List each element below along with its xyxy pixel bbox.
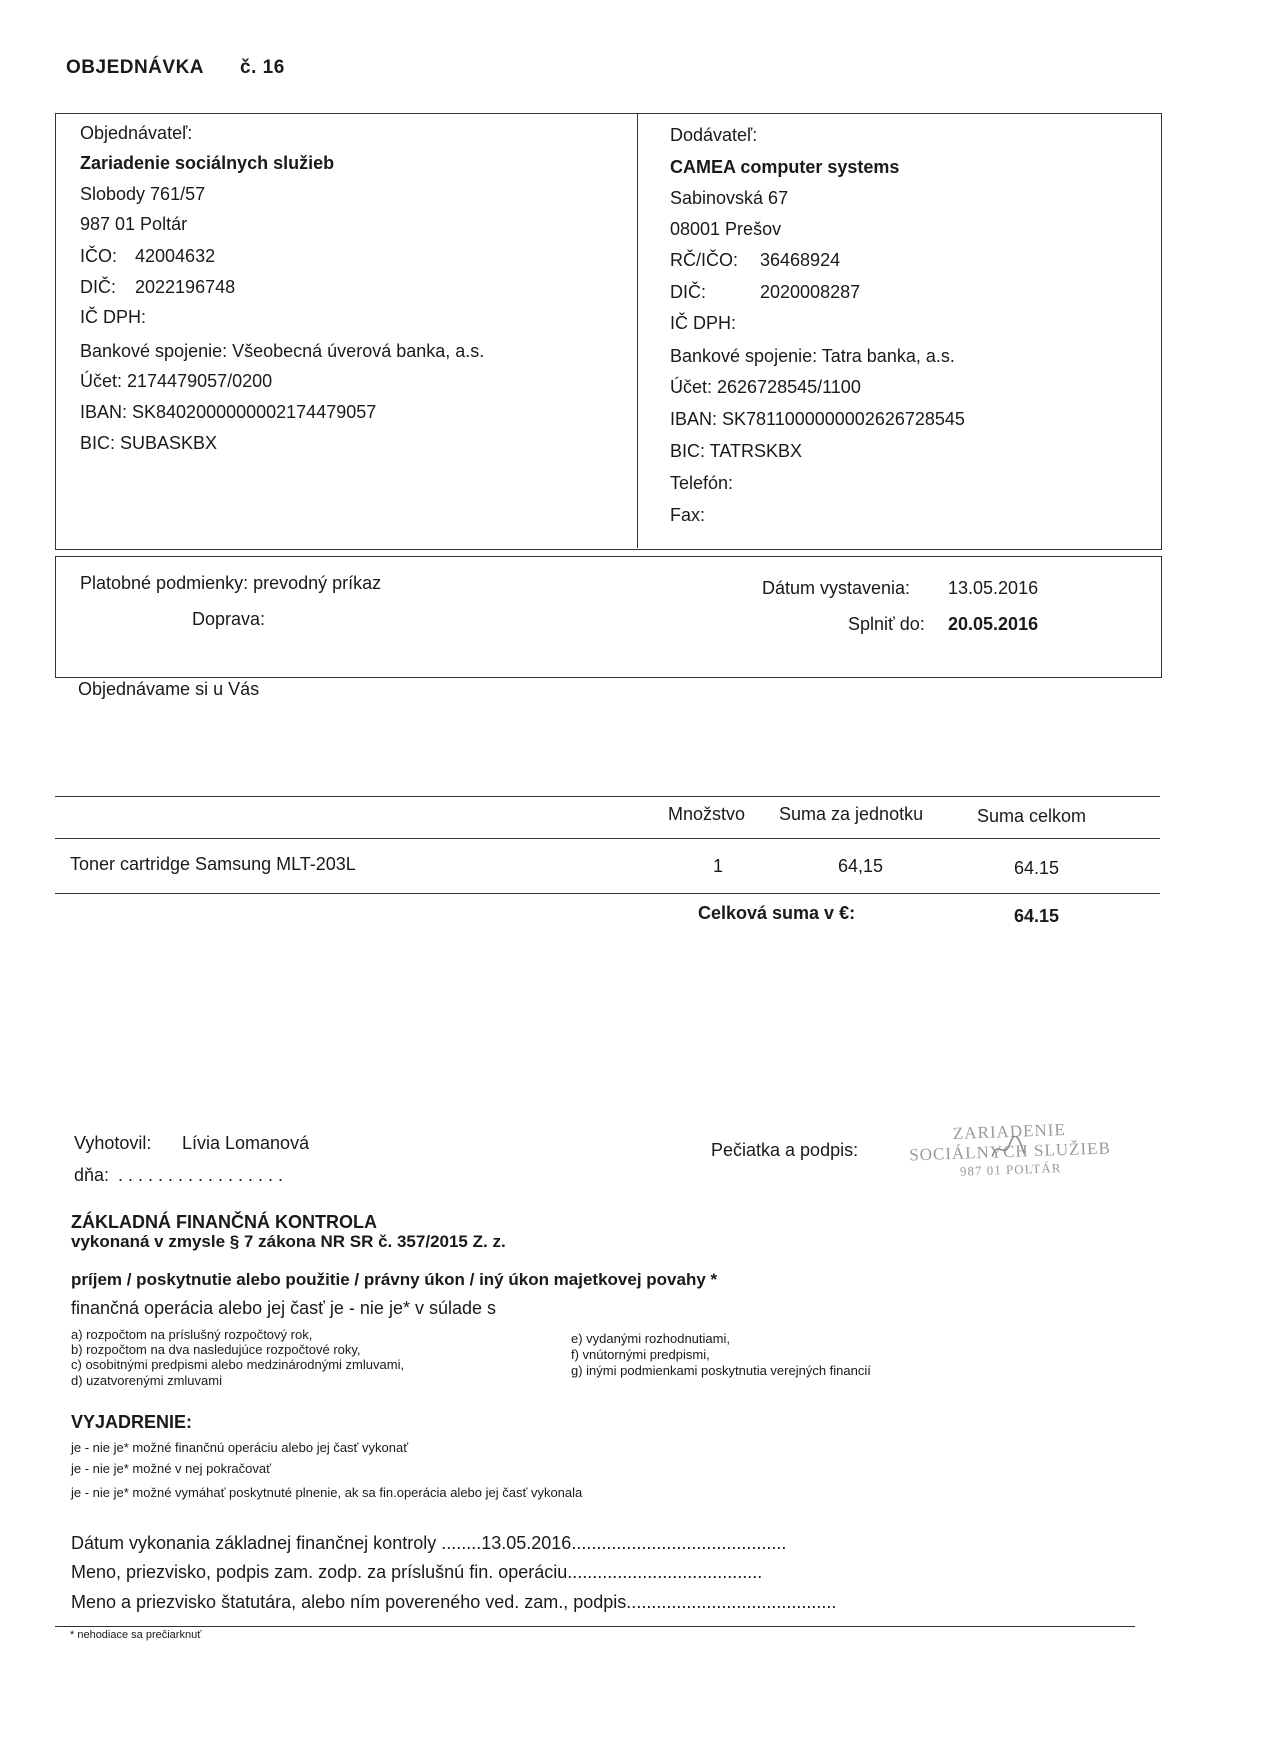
- control-date-line: [71, 1533, 786, 1554]
- supplier-dic: 2020008287: [760, 282, 861, 302]
- parties-divider: [637, 113, 638, 548]
- orderer-dic-label: DIČ:: [80, 277, 116, 297]
- control-left-item: b) rozpočtom na dva nasledujúce rozpočtové roky,: [71, 1342, 361, 1357]
- orderer-iban: IBAN: SK8402000000002174479057: [80, 402, 377, 422]
- grand-total-value: 64.15: [1014, 906, 1060, 926]
- supplier-label: Dodávateľ:: [670, 125, 758, 145]
- table-top-rule: [55, 796, 1160, 797]
- statutory-line: Meno a priezvisko štatutára, alebo ním povereného ved. zam., podpis..........................................: [71, 1592, 837, 1612]
- supplier-ico: 36468924: [760, 250, 841, 270]
- due-date-label: Splniť do:: [848, 614, 925, 634]
- stamp-line-1: ZARIADENIE: [952, 1120, 1067, 1143]
- prepared-by-name: Lívia Lomanová: [182, 1133, 310, 1153]
- control-left-item: d) uzatvorenými zmluvami: [71, 1373, 222, 1388]
- stamp-line-2: SOCIÁLNYCH SLUŽIEB: [908, 1138, 1112, 1165]
- supplier-name: CAMEA computer systems: [670, 157, 900, 177]
- orderer-dic: 2022196748: [135, 277, 236, 297]
- control-right-item: e) vydanými rozhodnutiami,: [571, 1331, 730, 1346]
- control-title: ZÁKLADNÁ FINANČNÁ KONTROLA: [71, 1212, 377, 1232]
- column-header-quantity: Množstvo: [668, 804, 746, 824]
- control-date-tail: ...........................................: [571, 1533, 787, 1553]
- stamp-signature-label: Pečiatka a podpis:: [711, 1140, 859, 1160]
- item-description: Toner cartridge Samsung MLT-203L: [70, 854, 356, 874]
- supplier-icdph-label: IČ DPH:: [670, 313, 737, 333]
- order-number: č. 16: [240, 57, 285, 78]
- footnote-rule: [55, 1626, 1135, 1627]
- orderer-ico-label: IČO:: [80, 246, 118, 266]
- signature-scribble-icon: [988, 1135, 1029, 1162]
- orderer-label: Objednávateľ:: [80, 123, 193, 143]
- transport-label: Doprava:: [192, 609, 266, 629]
- column-header-unit-price: Suma za jednotku: [779, 804, 924, 824]
- grand-total-label: Celková suma v €:: [698, 903, 856, 923]
- issue-date-label: Dátum vystavenia:: [762, 578, 911, 598]
- supplier-dic-label: DIČ:: [670, 282, 706, 302]
- payment-terms: Platobné podmienky: prevodný príkaz: [80, 573, 382, 593]
- supplier-street: Sabinovská 67: [670, 188, 789, 208]
- statement-item: je - nie je* možné vymáhať poskytnuté plnenie, ak sa fin.operácia alebo jej časť vykonala: [71, 1485, 583, 1500]
- orderer-name: Zariadenie sociálnych služieb: [80, 153, 335, 173]
- statement-item: je - nie je* možné v nej pokračovať: [71, 1461, 271, 1476]
- official-stamp: [899, 1118, 1121, 1182]
- table-row: [0, 850, 1276, 886]
- control-right-item: f) vnútornými predpismi,: [571, 1347, 710, 1362]
- control-right-item: g) inými podmienkami poskytnutia verejných financií: [571, 1363, 871, 1378]
- supplier-iban: IBAN: SK7811000000002626728545: [670, 409, 965, 429]
- orderer-ico: 42004632: [135, 246, 216, 266]
- prepared-date-dots: . . . . . . . . . . . . . . . . .: [118, 1165, 284, 1185]
- table-bottom-rule: [55, 893, 1160, 894]
- table-header-rule: [55, 838, 1160, 839]
- control-conformity: finančná operácia alebo jej časť je - nie je* v súlade s: [71, 1298, 497, 1318]
- control-left-item: c) osobitnými predpismi alebo medzinárodnými zmluvami,: [71, 1357, 405, 1372]
- issue-date: 13.05.2016: [948, 578, 1039, 598]
- orderer-city: 987 01 Poltár: [80, 214, 188, 234]
- supplier-ico-label: RČ/IČO:: [670, 250, 739, 270]
- stamp-line-3: 987 01 POLTÁR: [959, 1160, 1062, 1179]
- responsible-employee-line: Meno, priezvisko, podpis zam. zodp. za príslušnú fin. operáciu.......................................: [71, 1562, 763, 1582]
- statement-title: VYJADRENIE:: [71, 1412, 193, 1432]
- supplier-fax: Fax:: [670, 505, 706, 525]
- item-total: 64.15: [1014, 858, 1060, 878]
- item-unit-price: 64,15: [838, 856, 884, 876]
- control-subtitle: vykonaná v zmysle § 7 zákona NR SR č. 357/2015 Z. z.: [71, 1232, 506, 1251]
- orderer-street: Slobody 761/57: [80, 184, 206, 204]
- orderer-account: Účet: 2174479057/0200: [80, 371, 273, 391]
- supplier-bic: BIC: TATRSKBX: [670, 441, 803, 461]
- control-date-label: Dátum vykonania základnej finančnej kontroly ........: [71, 1533, 482, 1553]
- control-operations: príjem / poskytnutie alebo použitie / právny úkon / iný úkon majetkovej povahy *: [71, 1270, 718, 1289]
- control-date-value: 13.05.2016: [481, 1533, 572, 1553]
- supplier-phone: Telefón:: [670, 473, 734, 493]
- due-date: 20.05.2016: [948, 614, 1039, 634]
- supplier-account: Účet: 2626728545/1100: [670, 377, 861, 397]
- order-intro: Objednávame si u Vás: [78, 679, 260, 699]
- orderer-bic: BIC: SUBASKBX: [80, 433, 218, 453]
- item-quantity: 1: [713, 856, 724, 876]
- statement-item: je - nie je* možné finančnú operáciu alebo jej časť vykonať: [71, 1440, 409, 1455]
- document-title: OBJEDNÁVKA: [66, 57, 205, 78]
- prepared-by-label: Vyhotovil:: [74, 1133, 152, 1153]
- parties-box: [55, 113, 1162, 550]
- footnote: * nehodiace sa prečiarknuť: [70, 1629, 202, 1641]
- orderer-bank: Bankové spojenie: Všeobecná úverová banka, a.s.: [80, 341, 485, 361]
- supplier-bank: Bankové spojenie: Tatra banka, a.s.: [670, 346, 955, 366]
- column-header-total: Suma celkom: [977, 806, 1087, 826]
- supplier-city: 08001 Prešov: [670, 219, 782, 239]
- orderer-icdph-label: IČ DPH:: [80, 307, 147, 327]
- prepared-date-label: dňa:: [74, 1165, 110, 1185]
- control-left-item: a) rozpočtom na príslušný rozpočtový rok,: [71, 1327, 313, 1342]
